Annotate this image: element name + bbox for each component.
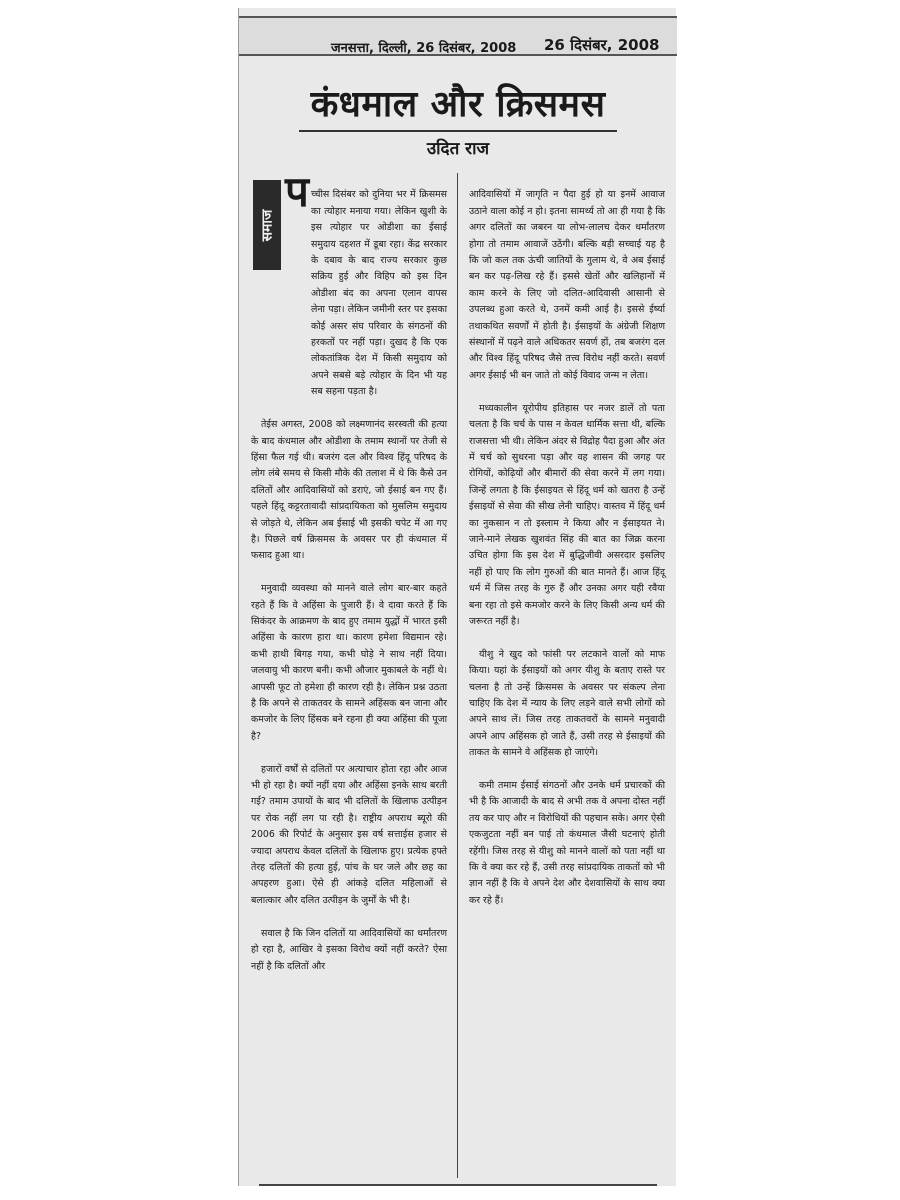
headline: कंधमाल और क्रिसमस (310, 84, 606, 125)
paragraph: मध्यकालीन यूरोपीय इतिहास पर नजर डालें तो पता चलता है कि चर्च के पास न केवल धार्मिक सत्ता थी, बल्कि राजसत्ता भी थी। लेकिन अंदर से विद्रोह पैदा हुआ और अंत में चर्च को सुधरना पड़ा और वह शासन की जगह पर रोगियों, कोढ़ियों और बीमारों की सेवा करने में लग गया। जिन्हें लगता है कि ईसाइयत से हिंदू धर्म को खतरा है उन्हें ईसाइयों से सेवा की सीख लेनी चाहिए। वास्तव में हिंदू धर्म का नुकसान न तो इस्लाम ने किया और न ईसाइयत ने। जाने-माने लेखक खुशवंत सिंह की बात का जिक्र करना उचित होगा कि इस देश में बुद्धिजीवी असरदार इसलिए नहीं हो पाए कि लोग गुरुओं की बात मानते हैं। आज हिंदू धर्म में जिस तरह के गुरु हैं और उनका अगर यही रवैया बना रहा तो इसे कमजोर करने के लिए किसी अन्य धर्म की जरूरत नहीं है। (469, 402, 666, 627)
headline-rule (299, 130, 617, 132)
byline: उदित राज (426, 139, 490, 159)
newspaper-clipping (238, 8, 676, 1186)
article-column-1 (251, 171, 447, 1171)
paragraph: आदिवासियों में जागृति न पैदा हुई हो या इनमें आवाज उठाने वाला कोई न हो। इतना सामर्थ्य तो आ ही गया है कि अगर दलितों का जबरन या लोभ-लालच देकर धर्मांतरण होगा तो तमाम आवाजें उठेंगी। बल्कि बड़ी सच्चाई यह है कि जो कल तक ऊंची जातियों के गुलाम थे, वे अब ईसाई बन कर पढ़-लिख रहे हैं। इससे खेतों और खलिहानों में काम करने के लिए जो दलित-आदिवासी आसानी से उपलब्ध हुआ करते थे, उनमें कमी आई है। इससे ईर्ष्या तथाकथित सवर्णों में होती है। ईसाइयों के अंग्रेजी शिक्षण संस्थानों में पढ़ने वाले अधिकतर सवर्ण हों, तब बजरंग दल और विश्व हिंदू परिषद जैसे तत्त्व विरोध नहीं करते। सवर्ण अगर ईसाई भी बन जाते तो कोई विवाद जन्म न लेता। (469, 189, 665, 381)
paragraph: मनुवादी व्यवस्था को मानने वाले लोग बार-बार कहते रहते हैं कि वे अहिंसा के पुजारी हैं। वे दावा करते हैं कि सिकंदर के आक्रमण के बाद हुए तमाम युद्धों में भारत इसी अहिंसा के कारण हारा था। कारण हमेशा विद्यमान रहे। कभी हाथी बिगड़ गया, कभी घोड़े ने साथ नहीं दिया। जलवायु भी कारण बनी। कभी औजार मुकाबले के नहीं थे। आपसी फूट तो हमेशा ही कारण रही है। लेकिन प्रश्न उठता है कि अपने से ताकतवर के सामने अहिंसक बन जाना और कमजोर के लिए हिंसक बने रहना ही क्या अहिंसा की पूजा है? (251, 583, 447, 742)
paragraph: सवाल है कि जिन दलितों या आदिवासियों का धर्मांतरण हो रहा है, आखिर वे इसका विरोध क्यों नहीं करते? ऐसा नहीं है कि दलितों और (251, 927, 447, 972)
article-column-2 (469, 171, 665, 1181)
section-tag-label: समाज (259, 209, 276, 241)
dropcap: प (285, 167, 309, 216)
bottom-rule (259, 1184, 657, 1186)
paragraph: तेईस अगस्त, 2008 को लक्ष्मणानंद सरस्वती की हत्या के बाद कंधमाल और ओडीशा के तमाम स्थानों पर तेजी से हिंसा फैल गई थी। बजरंग दल और विश्व हिंदू परिषद के लोग लंबे समय से किसी मौके की तलाश में थे कि कैसे उन दलितों और आदिवासियों को डराएं, जो ईसाई बन गए हैं। पहले हिंदू कट्टरतावादी सांप्रदायिकता को मुसलिम समुदाय से जोड़ते थे, लेकिन अब ईसाई भी इसकी चपेट में आ गए है। पिछले वर्ष क्रिसमस के अवसर पर ही कंधमाल में फसाद हुआ था। (251, 419, 447, 562)
paragraph: यीशु ने खुद को फांसी पर लटकाने वालों को माफ किया। यहां के ईसाइयों को अगर यीशु के बताए रास्ते पर चलना है तो उन्हें क्रिसमस के अवसर पर संकल्प लेना चाहिए कि देश में न्याय के लिए लड़ने वाले सभी लोगों को अपने साथ लें। जिस तरह ताकतवरों के सामने मनुवादी अपने आप अहिंसक हो जाते हैं, उसी तरह से ईसाइयों की ताकत के सामने वे अहिंसक हो जाएंगे। (469, 648, 665, 759)
dateline: जनसत्ता, दिल्ली, 26 दिसंबर, 2008 (331, 41, 517, 56)
masthead-bar (239, 16, 677, 56)
paragraph: कमी तमाम ईसाई संगठनों और उनके धर्म प्रचारकों की भी है कि आजादी के बाद से अभी तक वे अपना दोस्त नहीं तय कर पाए और न विरोधियों की पहचान सके। अगर ऐसी एकजुटता नहीं बन पाई तो कंधमाल जैसी घटनाएं होती रहेंगी। जिस तरह से यीशु को मानने वालों को पता नहीं था कि वे क्या कर रहे हैं, उसी तरह सांप्रदायिक ताकतों को भी ज्ञान नहीं है कि वे अपने देश और देशवासियों के साथ क्या कर रहे हैं। (469, 780, 665, 906)
date-stamp: 26 दिसंबर, 2008 (544, 36, 660, 54)
paragraph: हजारों वर्षों से दलितों पर अत्याचार होता रहा और आज भी हो रहा है। क्यों नहीं दया और अहिंसा इनके साथ बरती गई? तमाम उपायों के बाद भी दलितों के खिलाफ उत्पीड़न पर रोक नहीं लग पा रही है। राष्ट्रीय अपराध ब्यूरो की 2006 की रिपोर्ट के अनुसार इस वर्ष सत्ताईस हजार से ज्यादा अपराध केवल दलितों के खिलाफ हुए। प्रत्येक हफ्ते तेरह दलितों की हत्या हुई, पांच के घर जले और छह का अपहरण हुआ। ऐसे ही आंकड़े दलित महिलाओं से बलात्कार और दलित उत्पीड़न के जुर्मों के भी है। (251, 763, 447, 906)
paragraph: च्चीस दिसंबर को दुनिया भर में क्रिसमस का त्योहार मनाया गया। लेकिन खुशी के इस त्योहार पर ओडीशा का ईसाई समुदाय दहशत में डूबा रहा। केंद्र सरकार के दबाव के बाद राज्य सरकार कुछ सक्रिय हुई और विहिप को इस दिन ओडीशा बंद का अपना एलान वापस लेना पड़ा। लेकिन जमीनी स्तर पर इसका कोई असर संघ परिवार के संगठनों की हरकतों पर नहीं पड़ा। दुखद है कि एक लोकतांत्रिक देश में किसी समुदाय को अपने सबसे बड़े त्योहार के दिन भी यह सब सहना पड़ता है। (311, 189, 447, 398)
column-divider (457, 173, 458, 1178)
